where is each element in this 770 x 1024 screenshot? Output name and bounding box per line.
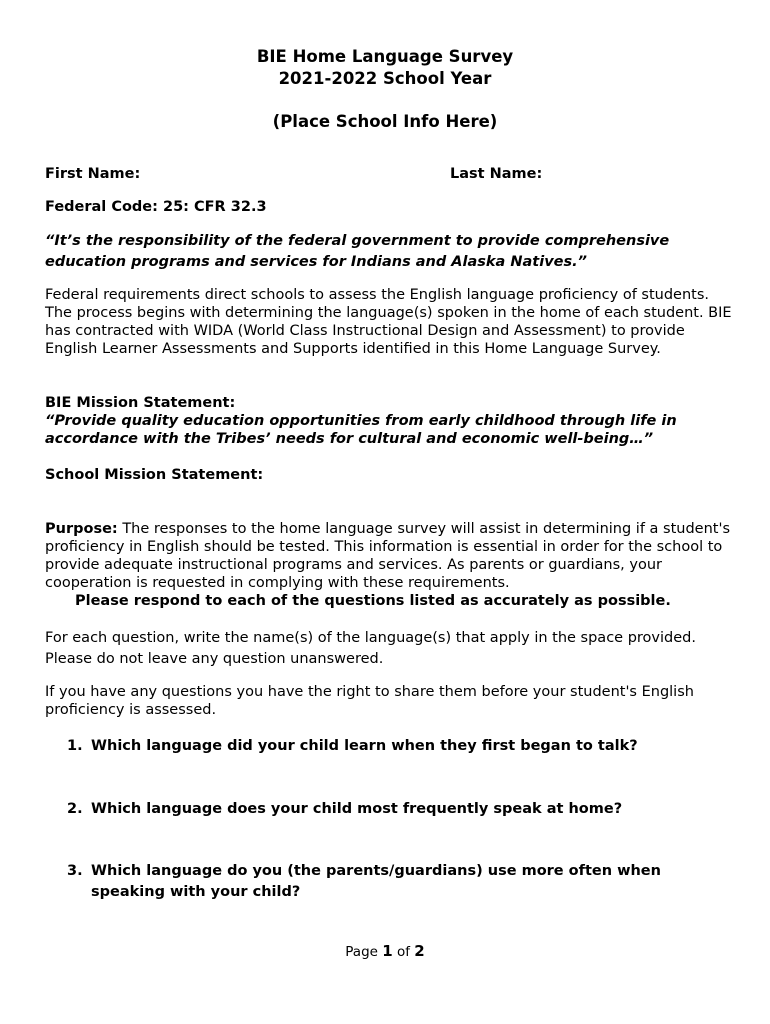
last-name-label: Last Name: (450, 166, 543, 182)
purpose-label: Purpose: (45, 521, 118, 537)
page-word: Page (345, 944, 378, 960)
federal-requirements-paragraph: Federal requirements direct schools to assess the English language proficiency of students. The process begins with determining the language(s) spoken in the home of each student. BIE has contracted with WIDA (World Class Instructional Design and Assessment) to provide English Learner Assessments and Supports identified in this Home Language Survey. (45, 287, 732, 357)
question-text: Which language do you (the parents/guardians) use more often when speaking with your child? (91, 863, 661, 900)
school-year: 2021-2022 School Year (278, 69, 492, 88)
of-word: of (396, 944, 410, 960)
respond-accurately-note: Please respond to each of the questions listed as accurately as possible. (75, 593, 671, 609)
survey-title: BIE Home Language Survey (256, 47, 514, 66)
purpose-text: The responses to the home language survey will assist in determining if a student's proficiency in English should be tested. This information is essential in order for the school to provide adequate instructional programs and services. As parents or guardians, your cooperation is requested in complying with these requirements. (45, 521, 731, 591)
current-page-number: 1 (382, 942, 393, 960)
school-info-placeholder: (Place School Info Here) (272, 112, 498, 131)
question-2 (67, 799, 707, 820)
question-text: Which language did your child learn when they first began to talk? (91, 738, 638, 754)
federal-code: Federal Code: 25: CFR 32.3 (45, 199, 267, 215)
total-pages-number: 2 (414, 942, 425, 960)
federal-quote: “It’s the responsibility of the federal government to provide comprehensive education programs and services for Indians and Alaska Natives.” (45, 233, 670, 270)
questions-note: If you have any questions you have the right to share them before your student's English proficiency is assessed. (45, 684, 694, 718)
question-number: 1. (67, 738, 83, 754)
instruction-line-2: Please do not leave any question unanswered. (45, 651, 384, 667)
question-number: 2. (67, 801, 83, 817)
bie-mission-label: BIE Mission Statement: (45, 395, 236, 411)
first-name-label: First Name: (45, 166, 141, 182)
instruction-line-1: For each question, write the name(s) of the language(s) that apply in the space provided. (45, 630, 696, 646)
bie-mission-text: “Provide quality education opportunities from early childhood through life in accordance with the Tribes’ needs for cultural and economic well-being…” (45, 413, 677, 447)
purpose-paragraph (45, 520, 735, 592)
question-1 (67, 736, 707, 757)
question-text: Which language does your child most frequently speak at home? (91, 801, 623, 817)
question-3 (67, 861, 707, 903)
school-mission-label: School Mission Statement: (45, 467, 264, 483)
page-footer (0, 942, 770, 960)
question-number: 3. (67, 863, 83, 879)
